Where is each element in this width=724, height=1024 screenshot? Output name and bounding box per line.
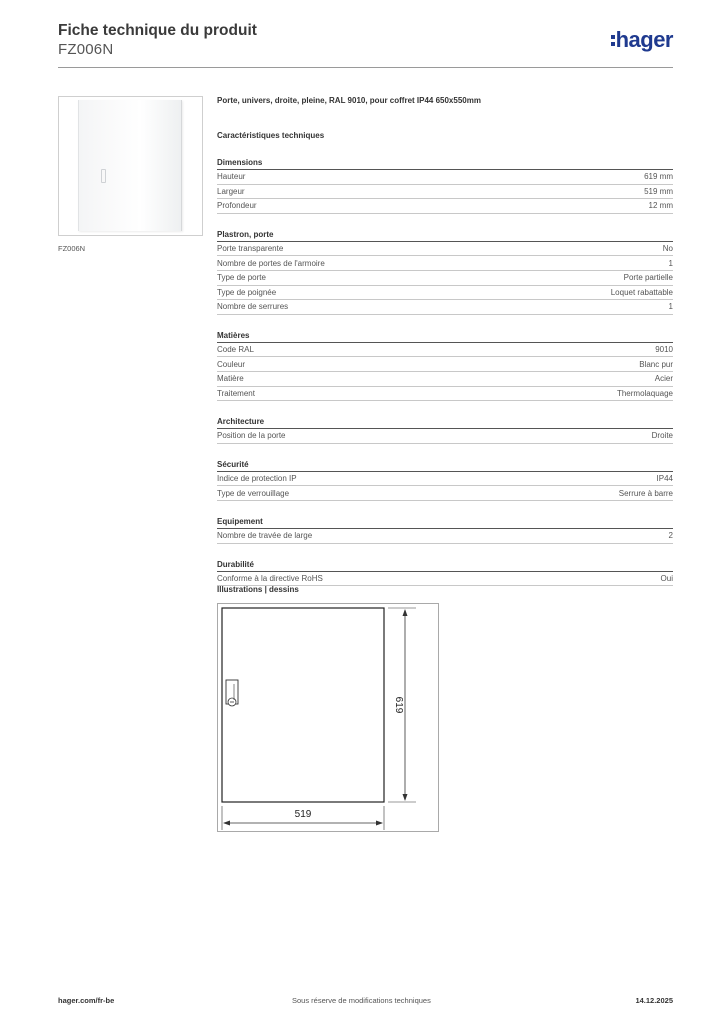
- hager-logo: [611, 25, 673, 55]
- spec-label: Profondeur: [217, 201, 257, 211]
- spec-value: No: [662, 244, 673, 254]
- spec-value: 9010: [655, 345, 673, 355]
- spec-value: 1: [668, 258, 673, 268]
- spec-value: Droite: [651, 431, 673, 441]
- spec-label: Indice de protection IP: [217, 474, 297, 484]
- spec-value: Loquet rabattable: [610, 287, 673, 297]
- footer-date: 14.12.2025: [635, 996, 673, 1005]
- spec-sections: [217, 158, 673, 586]
- product-image: [58, 96, 203, 236]
- spec-label: Position de la porte: [217, 431, 286, 441]
- spec-label: Conforme à la directive RoHS: [217, 573, 323, 583]
- product-reference: FZ006N: [58, 41, 114, 58]
- spec-label: Code RAL: [217, 345, 254, 355]
- spec-section: [217, 230, 673, 315]
- spec-value: 2: [668, 531, 673, 541]
- spec-label: Largeur: [217, 186, 245, 196]
- height-dimension-label: 619: [393, 696, 404, 714]
- spec-value: 619 mm: [644, 172, 673, 182]
- spec-value: 1: [668, 302, 673, 312]
- section-title: Equipement: [217, 517, 673, 529]
- spec-section: [217, 158, 673, 214]
- spec-label: Matière: [217, 374, 244, 384]
- spec-row: [217, 486, 673, 501]
- spec-label: Type de porte: [217, 273, 266, 283]
- drawing-svg: [218, 604, 440, 833]
- spec-section: [217, 417, 673, 444]
- door-handle-icon: [101, 169, 106, 183]
- spec-section: [217, 331, 673, 401]
- page-title: Fiche technique du produit: [58, 22, 257, 39]
- spec-label: Traitement: [217, 388, 255, 398]
- spec-section: [217, 517, 673, 544]
- spec-row: [217, 529, 673, 544]
- logo-dots-icon: [611, 35, 615, 46]
- spec-section: [217, 460, 673, 501]
- spec-row: [217, 185, 673, 200]
- footer-website-link[interactable]: hager.com/fr-be: [58, 996, 115, 1005]
- spec-label: Type de verrouillage: [217, 488, 290, 498]
- door-illustration: [78, 100, 182, 231]
- spec-row: [217, 286, 673, 301]
- technical-drawing: [217, 603, 439, 832]
- spec-row: [217, 242, 673, 257]
- spec-row: [217, 300, 673, 315]
- spec-label: Porte transparente: [217, 244, 284, 254]
- spec-label: Type de poignée: [217, 287, 277, 297]
- product-details: [217, 96, 673, 586]
- spec-row: [217, 372, 673, 387]
- page-footer: [58, 996, 673, 1012]
- spec-row: [217, 472, 673, 487]
- spec-value: 519 mm: [644, 186, 673, 196]
- spec-value: Oui: [660, 573, 673, 583]
- spec-value: Acier: [654, 374, 673, 384]
- spec-label: Hauteur: [217, 172, 246, 182]
- product-description: Porte, univers, droite, pleine, RAL 9010, pour coffret IP44 650x550mm: [217, 96, 481, 105]
- spec-row: [217, 357, 673, 372]
- spec-value: Serrure à barre: [618, 488, 673, 498]
- spec-row: [217, 271, 673, 286]
- spec-value: 12 mm: [648, 201, 673, 211]
- section-title: Matières: [217, 331, 673, 343]
- section-title: Plastron, porte: [217, 230, 673, 242]
- spec-row: [217, 387, 673, 402]
- spec-row: [217, 343, 673, 358]
- spec-label: Nombre de travée de large: [217, 531, 313, 541]
- width-dimension-label: 519: [294, 809, 312, 820]
- spec-row: [217, 572, 673, 587]
- specs-title: Caractéristiques techniques: [217, 131, 325, 140]
- section-title: Architecture: [217, 417, 673, 429]
- section-title: Durabilité: [217, 560, 673, 572]
- spec-label: Couleur: [217, 359, 246, 369]
- spec-section: [217, 560, 673, 587]
- spec-row: [217, 170, 673, 185]
- logo-wordmark: hager: [615, 27, 673, 52]
- spec-row: [217, 256, 673, 271]
- spec-value: Thermolaquage: [616, 388, 673, 398]
- section-title: Dimensions: [217, 158, 673, 170]
- illustrations-title: Illustrations | dessins: [217, 585, 299, 594]
- spec-row: [217, 199, 673, 214]
- spec-label: Nombre de serrures: [217, 302, 289, 312]
- spec-value: IP44: [656, 474, 673, 484]
- spec-label: Nombre de portes de l'armoire: [217, 258, 325, 268]
- page-header: [58, 22, 673, 68]
- product-image-caption: FZ006N: [58, 244, 86, 253]
- spec-value: Porte partielle: [623, 273, 673, 283]
- spec-row: [217, 429, 673, 444]
- section-title: Sécurité: [217, 460, 673, 472]
- footer-note: Sous réserve de modifications techniques: [292, 996, 431, 1005]
- door-outline: [222, 608, 384, 802]
- spec-value: Blanc pur: [639, 359, 673, 369]
